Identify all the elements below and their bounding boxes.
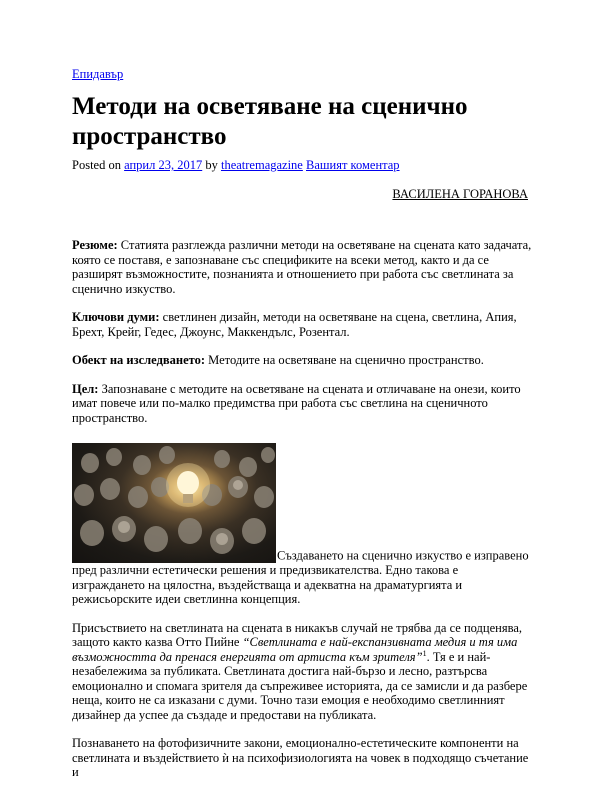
light-presence-paragraph <box>72 621 534 723</box>
page-title: Методи на осветяване на сценично пространство <box>72 93 468 150</box>
photophysics-paragraph <box>72 736 534 780</box>
object-label: Обект на изследването: <box>72 353 206 367</box>
category-link[interactable]: Епидавър <box>72 67 124 81</box>
author-link[interactable]: theatremagazine <box>220 158 303 172</box>
keywords-label: Ключови думи: <box>72 310 160 324</box>
object-paragraph <box>72 353 534 368</box>
keywords-paragraph <box>72 310 534 339</box>
footnote-ref[interactable]: 1 <box>422 648 427 658</box>
light-bulbs-illustration <box>72 443 276 563</box>
goal-label: Цел: <box>72 381 99 396</box>
intro-paragraph <box>72 443 534 607</box>
article-body <box>72 238 534 794</box>
author-name: ВАСИЛЕНА ГОРАНОВА <box>392 187 528 201</box>
photophysics-text: Познаването на фотофизичните закони, емоционално-естетическите компоненти на светлината и въздействието ѝ на психофизиологията на човек в подходящо съчетание и <box>72 736 529 779</box>
object-text: Методите на осветяване на сценично пространство. <box>205 353 484 367</box>
abstract-label: Резюме: <box>72 238 118 252</box>
post-date-link[interactable]: април 23, 2017 <box>124 158 203 172</box>
goal-text: Запознаване с методите на осветяване на сцената и отличаване на онези, които имат повече или по-малко предимства при работа със светлина на сценичното пространство. <box>72 381 521 425</box>
light-presence-text-end: . Тя е и най-незабележима за публиката. Светлината достига най-бързо и лесно, разтърсва емоционално и спомага зрителя да съпреживее историята, да се замисли и да разбере неща, които не са изказани с думи. Точно тази емоция е необходимо светлинният дизайнер да успее да създаде и предостави на публиката. <box>72 649 528 722</box>
abstract-paragraph <box>72 238 534 296</box>
posted-on-label: Posted on <box>72 158 121 172</box>
keywords-text: светлинен дизайн, методи на осветяване на сцена, светлина, Апия, Брехт, Крейг, Гедес, Джоунс, Маккендълс, Розентал. <box>72 310 517 339</box>
post-meta <box>72 158 400 173</box>
goal-paragraph <box>72 382 534 426</box>
light-bulbs-photo <box>72 443 276 563</box>
by-label: by <box>205 158 218 172</box>
piene-quote: “Светлината е най-експанзивната медия и тя има възможността да пренася енергията от артиста към зрителя” <box>72 635 518 664</box>
comment-link[interactable]: Вашият коментар <box>306 158 400 172</box>
intro-text: Създаването на сценично изкуство е изправено пред различни естетически решения и предизвикателства. Едно такова е изграждането на цялостна, въздействаща и адекватна на драматургията и режисьорските идеи светлинна концепция. <box>72 548 529 606</box>
light-presence-text-start: Присъствието на светлината на сцената в никакъв случай не трябва да се подценява, защото както казва Отто Пийне <box>72 620 522 649</box>
abstract-text: Статията разглежда различни методи на осветяване на сцената като задачата, която се поставя, е запознаване със спецификите на всеки метод, както и да се разширят възможностите, познанията и отношението при работа със светлината за сценично изкуство. <box>72 238 532 296</box>
